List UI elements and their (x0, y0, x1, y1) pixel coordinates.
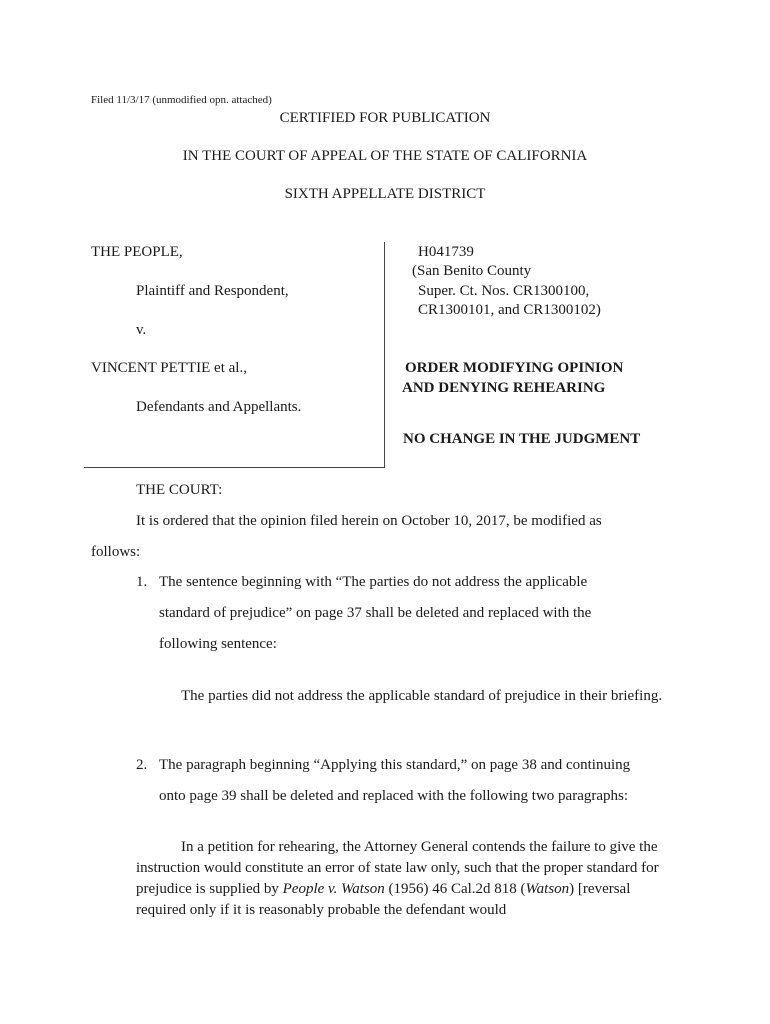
filed-note: Filed 11/3/17 (unmodified opn. attached) (91, 94, 272, 106)
versus: v. (136, 322, 147, 338)
defendant-name: VINCENT PETTIE et al., (91, 360, 247, 376)
the-court: THE COURT: (136, 482, 223, 498)
replacement-paragraph-part2: (1956) 46 Cal.2d 818 ( (384, 881, 526, 897)
court-heading: IN THE COURT OF APPEAL OF THE STATE OF CALIFORNIA (182, 148, 588, 164)
replacement-paragraph (136, 837, 681, 921)
item2-line1: The paragraph beginning “Applying this standard,” on page 38 and continuing (159, 757, 631, 773)
plaintiff-role: Plaintiff and Respondent, (136, 283, 289, 299)
item2-number: 2. (136, 757, 148, 773)
item1-line3: following sentence: (159, 636, 277, 652)
order-title-line1: ORDER MODIFYING OPINION (405, 360, 624, 376)
caption-horizontal-rule (84, 467, 385, 468)
superior-court-numbers-line1: Super. Ct. Nos. CR1300100, (418, 283, 590, 299)
case-citation-name: People v. Watson (282, 881, 385, 897)
case-number: H041739 (418, 244, 474, 260)
order-text-line1: It is ordered that the opinion filed herein on October 10, 2017, be modified as (136, 513, 602, 529)
order-title-line2: AND DENYING REHEARING (402, 380, 606, 396)
superior-court-numbers-line2: CR1300101, and CR1300102) (418, 302, 601, 318)
item1-number: 1. (136, 574, 148, 590)
item2-line2: onto page 39 shall be deleted and replaced with the following two paragraphs: (159, 788, 629, 804)
replacement-paragraph-part3: ) [reversal required only if it is reasonably probable the defendant would (136, 881, 631, 918)
defendant-role: Defendants and Appellants. (136, 399, 302, 415)
item1-line2: standard of prejudice” on page 37 shall be deleted and replaced with the (159, 605, 592, 621)
replacement-paragraph-part1: In a petition for rehearing, the Attorney General contends the failure to give the instruction would constitute an error of state law only, such that the proper standard for prejudice is supplied by (136, 839, 659, 897)
county-line: (San Benito County (412, 263, 532, 279)
district-heading: SIXTH APPELLATE DISTRICT (284, 186, 486, 202)
judgment-note: NO CHANGE IN THE JUDGMENT (403, 431, 641, 447)
order-text-line2: follows: (91, 544, 141, 560)
replacement-sentence: The parties did not address the applicable standard of prejudice in their briefing. (181, 688, 663, 704)
case-short-name: Watson (525, 881, 570, 897)
item1-line1: The sentence beginning with “The parties do not address the applicable (159, 574, 588, 590)
caption-vertical-rule (384, 242, 385, 468)
certification-heading: CERTIFIED FOR PUBLICATION (279, 110, 491, 126)
plaintiff-name: THE PEOPLE, (91, 244, 183, 260)
